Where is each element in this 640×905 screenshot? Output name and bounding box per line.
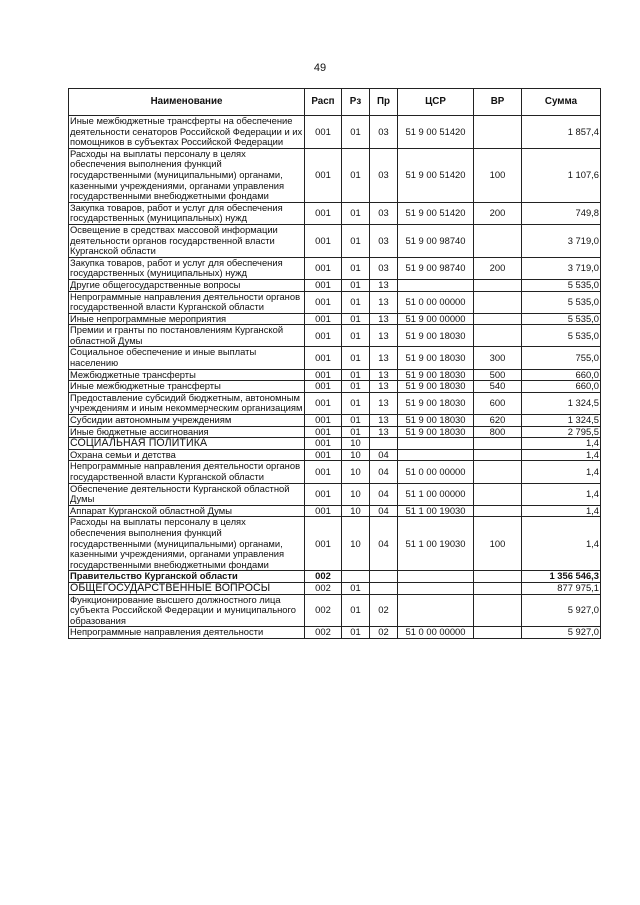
cell-vr: [474, 291, 522, 313]
cell-sum: 5 927,0: [522, 627, 601, 639]
cell-sum: 660,0: [522, 369, 601, 381]
cell-rz: 01: [342, 594, 370, 627]
cell-rasp: 002: [305, 571, 342, 583]
table-row: [69, 224, 601, 257]
cell-csr: 51 9 00 00000: [398, 313, 474, 325]
cell-rz: 01: [342, 257, 370, 279]
cell-rz: 10: [342, 517, 370, 571]
cell-csr: 51 0 00 00000: [398, 627, 474, 639]
cell-sum: 1 324,5: [522, 415, 601, 427]
cell-csr: [398, 594, 474, 627]
table-row: [69, 291, 601, 313]
table-row: [69, 582, 601, 594]
cell-rz: 01: [342, 369, 370, 381]
cell-sum: 1,4: [522, 483, 601, 505]
cell-vr: [474, 571, 522, 583]
cell-csr: [398, 438, 474, 450]
cell-name: ОБЩЕГОСУДАРСТВЕННЫЕ ВОПРОСЫ: [69, 582, 305, 594]
cell-name: Расходы на выплаты персоналу в целях обеспечения выполнения функций государственными (муниципальными) органами, казенными учреждениями, органами управления государственными внебюджетными фондами: [69, 517, 305, 571]
cell-csr: [398, 449, 474, 461]
cell-csr: 51 9 00 18030: [398, 347, 474, 369]
cell-name: Функционирование высшего должностного лица субъекта Российской Федерации и муниципального образования: [69, 594, 305, 627]
cell-vr: [474, 449, 522, 461]
cell-sum: 5 535,0: [522, 279, 601, 291]
cell-rasp: 001: [305, 449, 342, 461]
table-row: [69, 415, 601, 427]
cell-csr: 51 9 00 18030: [398, 392, 474, 414]
cell-csr: 51 9 00 51420: [398, 116, 474, 149]
cell-vr: 540: [474, 381, 522, 393]
table-row: [69, 461, 601, 483]
cell-name: Расходы на выплаты персоналу в целях обеспечения выполнения функций государственными (муниципальными) органами, казенными учреждениями, органами управления государственными внебюджетными фондами: [69, 148, 305, 202]
cell-name: Непрограммные направления деятельности: [69, 627, 305, 639]
table-row: [69, 347, 601, 369]
table-row: [69, 325, 601, 347]
cell-rasp: 001: [305, 415, 342, 427]
cell-pr: 03: [370, 224, 398, 257]
cell-csr: 51 1 00 19030: [398, 505, 474, 517]
cell-rz: 01: [342, 202, 370, 224]
cell-vr: [474, 116, 522, 149]
cell-csr: 51 0 00 00000: [398, 291, 474, 313]
cell-sum: 3 719,0: [522, 224, 601, 257]
cell-pr: 13: [370, 291, 398, 313]
cell-rz: 10: [342, 505, 370, 517]
cell-csr: 51 9 00 51420: [398, 202, 474, 224]
table-row: [69, 369, 601, 381]
cell-name: Освещение в средствах массовой информации деятельности органов государственной власти Курганской области: [69, 224, 305, 257]
cell-vr: [474, 224, 522, 257]
cell-name: Непрограммные направления деятельности органов государственной власти Курганской области: [69, 461, 305, 483]
cell-vr: 620: [474, 415, 522, 427]
cell-rasp: 002: [305, 594, 342, 627]
cell-vr: [474, 313, 522, 325]
cell-pr: 13: [370, 369, 398, 381]
cell-pr: [370, 582, 398, 594]
cell-rz: 01: [342, 291, 370, 313]
cell-vr: [474, 505, 522, 517]
table-row: [69, 279, 601, 291]
cell-name: СОЦИАЛЬНАЯ ПОЛИТИКА: [69, 438, 305, 450]
cell-sum: 1,4: [522, 449, 601, 461]
cell-csr: 51 9 00 98740: [398, 224, 474, 257]
cell-rasp: 001: [305, 279, 342, 291]
header-pr: Пр: [370, 89, 398, 116]
cell-rasp: 001: [305, 426, 342, 438]
cell-csr: 51 1 00 00000: [398, 483, 474, 505]
cell-pr: 13: [370, 347, 398, 369]
cell-vr: 100: [474, 148, 522, 202]
cell-rz: 01: [342, 148, 370, 202]
table-row: [69, 381, 601, 393]
cell-rasp: 001: [305, 517, 342, 571]
cell-pr: 03: [370, 148, 398, 202]
cell-sum: 749,8: [522, 202, 601, 224]
budget-table: [68, 88, 601, 639]
cell-pr: 04: [370, 483, 398, 505]
table-row: [69, 392, 601, 414]
cell-sum: 1 857,4: [522, 116, 601, 149]
cell-sum: 660,0: [522, 381, 601, 393]
header-csr: ЦСР: [398, 89, 474, 116]
cell-sum: 2 795,5: [522, 426, 601, 438]
cell-pr: 13: [370, 325, 398, 347]
cell-rasp: 001: [305, 224, 342, 257]
cell-pr: 03: [370, 116, 398, 149]
cell-pr: 04: [370, 505, 398, 517]
cell-pr: 13: [370, 426, 398, 438]
cell-rz: 01: [342, 347, 370, 369]
cell-sum: 1,4: [522, 461, 601, 483]
cell-rasp: 001: [305, 313, 342, 325]
cell-sum: 1 107,6: [522, 148, 601, 202]
cell-name: Непрограммные направления деятельности органов государственной власти Курганской области: [69, 291, 305, 313]
cell-rz: 01: [342, 313, 370, 325]
cell-name: Межбюджетные трансферты: [69, 369, 305, 381]
table-row: [69, 594, 601, 627]
cell-sum: 5 535,0: [522, 291, 601, 313]
cell-sum: 1,4: [522, 517, 601, 571]
table-row: [69, 257, 601, 279]
cell-sum: 877 975,1: [522, 582, 601, 594]
cell-vr: [474, 461, 522, 483]
cell-rz: 10: [342, 449, 370, 461]
cell-rz: 01: [342, 381, 370, 393]
cell-rz: 10: [342, 483, 370, 505]
cell-vr: 600: [474, 392, 522, 414]
header-rasp: Расп: [305, 89, 342, 116]
cell-rz: 10: [342, 438, 370, 450]
table-row: [69, 313, 601, 325]
cell-csr: 51 0 00 00000: [398, 461, 474, 483]
cell-vr: [474, 483, 522, 505]
cell-csr: [398, 279, 474, 291]
cell-sum: 1,4: [522, 438, 601, 450]
header-vr: ВР: [474, 89, 522, 116]
cell-pr: 04: [370, 517, 398, 571]
table-row: [69, 438, 601, 450]
cell-name: Предоставление субсидий бюджетным, автономным учреждениям и иным некоммерческим организациям: [69, 392, 305, 414]
page-number: 49: [313, 62, 327, 74]
cell-csr: 51 9 00 18030: [398, 325, 474, 347]
cell-sum: 3 719,0: [522, 257, 601, 279]
header-name: Наименование: [69, 89, 305, 116]
header-sum: Сумма: [522, 89, 601, 116]
table-row: [69, 426, 601, 438]
table-row: [69, 571, 601, 583]
cell-rz: 01: [342, 392, 370, 414]
cell-name: Иные бюджетные ассигнования: [69, 426, 305, 438]
cell-rasp: 002: [305, 582, 342, 594]
cell-rz: 10: [342, 461, 370, 483]
cell-csr: 51 9 00 18030: [398, 381, 474, 393]
cell-rasp: 001: [305, 202, 342, 224]
table-row: [69, 483, 601, 505]
cell-csr: [398, 582, 474, 594]
cell-rz: 01: [342, 582, 370, 594]
cell-csr: 51 9 00 51420: [398, 148, 474, 202]
cell-csr: 51 9 00 18030: [398, 426, 474, 438]
cell-sum: 1 324,5: [522, 392, 601, 414]
cell-rz: 01: [342, 279, 370, 291]
cell-name: Охрана семьи и детства: [69, 449, 305, 461]
cell-name: Субсидии автономным учреждениям: [69, 415, 305, 427]
table-row: [69, 116, 601, 149]
header-row: [69, 89, 601, 116]
cell-rasp: 001: [305, 369, 342, 381]
cell-rz: 01: [342, 224, 370, 257]
cell-rasp: 001: [305, 438, 342, 450]
cell-rz: 01: [342, 426, 370, 438]
cell-rasp: 001: [305, 116, 342, 149]
cell-vr: [474, 594, 522, 627]
table-row: [69, 202, 601, 224]
cell-pr: 13: [370, 392, 398, 414]
cell-pr: 13: [370, 381, 398, 393]
cell-pr: 02: [370, 594, 398, 627]
table-row: [69, 449, 601, 461]
cell-vr: 200: [474, 202, 522, 224]
cell-vr: 800: [474, 426, 522, 438]
cell-csr: 51 9 00 18030: [398, 415, 474, 427]
cell-vr: [474, 325, 522, 347]
cell-rz: 01: [342, 116, 370, 149]
cell-name: Иные непрограммные мероприятия: [69, 313, 305, 325]
cell-sum: 5 535,0: [522, 325, 601, 347]
cell-name: Правительство Курганской области: [69, 571, 305, 583]
cell-rasp: 001: [305, 505, 342, 517]
cell-pr: 04: [370, 461, 398, 483]
cell-sum: 755,0: [522, 347, 601, 369]
cell-rz: [342, 571, 370, 583]
cell-name: Иные межбюджетные трансферты: [69, 381, 305, 393]
cell-name: Другие общегосударственные вопросы: [69, 279, 305, 291]
cell-sum: 1,4: [522, 505, 601, 517]
cell-rasp: 001: [305, 257, 342, 279]
cell-rasp: 001: [305, 325, 342, 347]
cell-csr: 51 9 00 18030: [398, 369, 474, 381]
cell-pr: 03: [370, 202, 398, 224]
cell-sum: 1 356 546,3: [522, 571, 601, 583]
cell-rasp: 001: [305, 392, 342, 414]
cell-name: Закупка товаров, работ и услуг для обеспечения государственных (муниципальных) нужд: [69, 257, 305, 279]
cell-vr: 500: [474, 369, 522, 381]
cell-pr: [370, 571, 398, 583]
table-row: [69, 517, 601, 571]
cell-rz: 01: [342, 627, 370, 639]
cell-pr: 13: [370, 313, 398, 325]
cell-rasp: 001: [305, 483, 342, 505]
cell-name: Обеспечение деятельности Курганской областной Думы: [69, 483, 305, 505]
cell-rasp: 001: [305, 291, 342, 313]
cell-rasp: 001: [305, 381, 342, 393]
cell-name: Закупка товаров, работ и услуг для обеспечения государственных (муниципальных) нужд: [69, 202, 305, 224]
cell-rasp: 001: [305, 461, 342, 483]
cell-rz: 01: [342, 325, 370, 347]
cell-pr: [370, 438, 398, 450]
cell-vr: 300: [474, 347, 522, 369]
table-row: [69, 505, 601, 517]
cell-vr: 200: [474, 257, 522, 279]
cell-name: Социальное обеспечение и иные выплаты населению: [69, 347, 305, 369]
header-rz: Рз: [342, 89, 370, 116]
cell-pr: 02: [370, 627, 398, 639]
cell-name: Иные межбюджетные трансферты на обеспечение деятельности сенаторов Российской Федерации и их помощников в субъектах Российской Федерации: [69, 116, 305, 149]
cell-sum: 5 535,0: [522, 313, 601, 325]
cell-csr: 51 1 00 19030: [398, 517, 474, 571]
cell-pr: 04: [370, 449, 398, 461]
cell-name: Премии и гранты по постановлениям Курганской областной Думы: [69, 325, 305, 347]
cell-rasp: 001: [305, 347, 342, 369]
cell-sum: 5 927,0: [522, 594, 601, 627]
cell-vr: [474, 582, 522, 594]
cell-pr: 13: [370, 415, 398, 427]
cell-vr: [474, 627, 522, 639]
cell-name: Аппарат Курганской областной Думы: [69, 505, 305, 517]
table-row: [69, 148, 601, 202]
cell-rasp: 002: [305, 627, 342, 639]
table-row: [69, 627, 601, 639]
cell-vr: [474, 438, 522, 450]
cell-csr: [398, 571, 474, 583]
cell-rz: 01: [342, 415, 370, 427]
cell-pr: 13: [370, 279, 398, 291]
cell-rasp: 001: [305, 148, 342, 202]
cell-pr: 03: [370, 257, 398, 279]
cell-csr: 51 9 00 98740: [398, 257, 474, 279]
cell-vr: [474, 279, 522, 291]
table-body: [69, 116, 601, 639]
cell-vr: 100: [474, 517, 522, 571]
